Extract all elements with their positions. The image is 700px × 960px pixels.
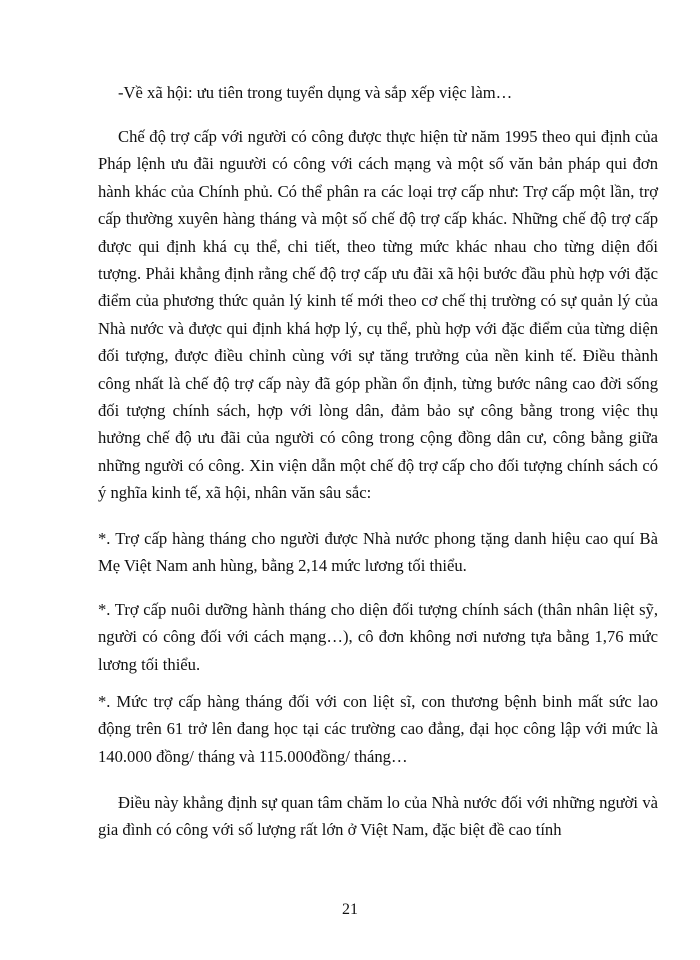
- intro-line: -Về xã hội: ưu tiên trong tuyển dụng và sắp xếp việc làm…: [118, 83, 513, 102]
- body-paragraph-subsidy-regime: Chế độ trợ cấp với người có công được thực hiện từ năm 1995 theo qui định của Pháp lệnh ưu đãi nguười có công với cách mạng và một số văn bản pháp qui đơn hành khác của Chính phủ. Có thể phân ra các loại trợ cấp như: Trợ cấp một lần, trợ cấp thường xuyên hàng tháng và một số chế độ trợ cấp khác. Những chế độ trợ cấp được qui định khá cụ thể, chi tiết, theo từng mức khác nhau cho từng diện đối tượng. Phải khẳng định rằng chế độ trợ cấp ưu đãi xã hội bước đầu phù hợp với đặc điểm của phương thức quản lý kinh tế mới theo cơ chế thị trường có sự quản lý của Nhà nước và được qui định khá hợp lý, cụ thể, phù hợp với đặc điểm của từng diện đối tượng, được điều chỉnh cùng với sự tăng trưởng của nền kinh tế. Điều thành công nhất là chế độ trợ cấp này đã góp phần ổn định, từng bước nâng cao đời sống đối tượng chính sách, hợp với lòng dân, đảm bảo sự công bằng trong việc thụ hưởng chế độ ưu đãi của người có công trong cộng đồng dân cư, công bằng giữa những người có công. Xin viện dẫn một chế độ trợ cấp cho đối tượng chính sách có ý nghĩa kinh tế, xã hội, nhân văn sâu sắc:: [98, 127, 658, 503]
- bullet-item-student-allowance: *. Mức trợ cấp hàng tháng đối với con liệt sĩ, con thương bệnh binh mất sức lao động trên 61 trở lên đang học tại các trường cao đẳng, đại học công lập với mức là 140.000 đồng/ tháng và 115.000đồng/ tháng…: [98, 692, 658, 766]
- page-number: 21: [342, 901, 358, 918]
- body-paragraph-state-care: Điều này khẳng định sự quan tâm chăm lo của Nhà nước đối với những người và gia đình có công với số lượng rất lớn ở Việt Nam, đặc biệt đề cao tính: [98, 793, 658, 840]
- bullet-item-nursing-allowance: *. Trợ cấp nuôi dưỡng hành tháng cho diện đối tượng chính sách (thân nhân liệt sỹ, người có công đối với cách mạng…), cô đơn không nơi nương tựa bằng 1,76 mức lương tối thiểu.: [98, 600, 658, 674]
- bullet-item-hero-mother-allowance: *. Trợ cấp hàng tháng cho người được Nhà nước phong tặng danh hiệu cao quí Bà Mẹ Việt Nam anh hùng, bằng 2,14 mức lương tối thiểu.: [98, 529, 658, 576]
